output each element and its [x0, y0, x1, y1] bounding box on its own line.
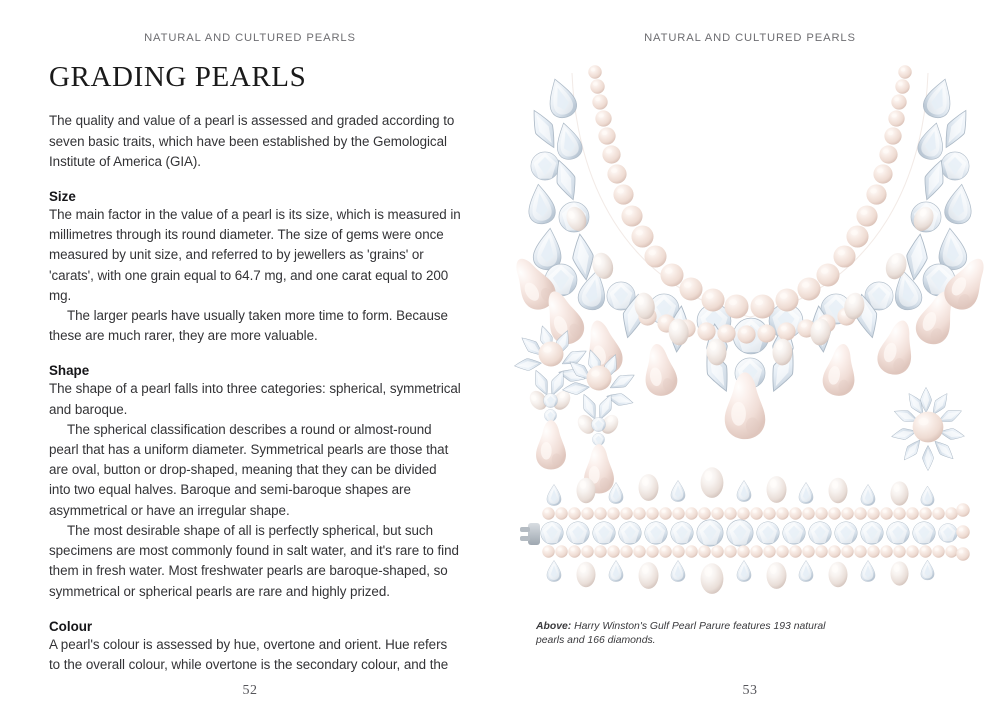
folio-right: 53	[742, 683, 758, 698]
bracelet-group	[520, 467, 970, 594]
bracelet-diamond-line	[541, 520, 958, 546]
folio-left: 52	[242, 683, 258, 698]
earring-left	[514, 324, 589, 469]
necklace-group	[510, 65, 990, 439]
section-size-paragraph-2: The larger pearls have usually taken more time to form. Because these are much rarer, they are more valuable.	[49, 308, 448, 344]
bracelet-lower-drops	[547, 560, 934, 594]
right-plate-page	[500, 0, 1000, 727]
ring-group	[891, 387, 966, 470]
intro-paragraph: The quality and value of a pearl is assessed and graded according to seven basic traits, which have been established by the Gemological Institute of America (GIA).	[49, 113, 455, 169]
section-heading-colour: Colour	[49, 618, 93, 634]
necklace-pearl-strand-outer	[588, 65, 911, 318]
bracelet-end-pearl-mid	[956, 525, 969, 538]
caption-prefix: Above:	[536, 621, 572, 632]
section-shape-paragraph-2: The spherical classification describes a round or almost-round pearl that has a uniform diameter. Symmetrical pearls are those that are oval, button or drop-shaped, meaning that they can be divided into two equal halves. Baroque and semi-baroque shapes are asymmetrical or have an irregular shape.	[49, 421, 449, 518]
caption-text: Harry Winston's Gulf Pearl Parure features 193 natural pearls and 166 diamonds.	[536, 621, 826, 647]
bracelet-pearl-rail-bottom	[542, 545, 957, 557]
left-text-page	[49, 62, 461, 675]
bracelet-pearl-rail-top	[542, 507, 957, 519]
section-colour-paragraph-1: A pearl's colour is assessed by hue, overtone and orient. Hue refers to the overall colour, while overtone is the secondary colour, and the	[49, 636, 449, 672]
section-heading-shape: Shape	[49, 363, 90, 379]
running-head-left: NATURAL AND CULTURED PEARLS	[144, 32, 356, 44]
parure-illustration	[510, 55, 990, 615]
section-heading-size: Size	[49, 189, 76, 205]
figure-caption	[536, 620, 836, 648]
running-head-right: NATURAL AND CULTURED PEARLS	[644, 32, 856, 44]
bracelet-end-pearl-bottom	[956, 547, 969, 560]
section-shape-paragraph-3: The most desirable shape of all is perfectly spherical, but such specimens are most commonly found in salt water, and it's rare to find them in fresh water. Most freshwater pearls are baroque-shaped, so symmetrical or spherical pearls are rare and highly prized.	[49, 522, 459, 599]
bracelet-end-pearl-top	[956, 503, 969, 516]
jewellery-photograph	[510, 55, 990, 615]
earring-right	[562, 348, 637, 493]
page-title: GRADING PEARLS	[49, 61, 307, 93]
section-size-paragraph-1: The main factor in the value of a pearl is its size, which is measured in millimetres through its round diameter. The size of gems were once measured by unit size, and referred to by jewellers as 'grains' or 'carats', with one grain equal to 64.7 mg, and one carat equal to 200 mg.	[49, 207, 461, 303]
bracelet-clasp	[528, 523, 540, 545]
section-shape-paragraph-1: The shape of a pearl falls into three categories: spherical, symmetrical and baroque.	[49, 381, 461, 417]
